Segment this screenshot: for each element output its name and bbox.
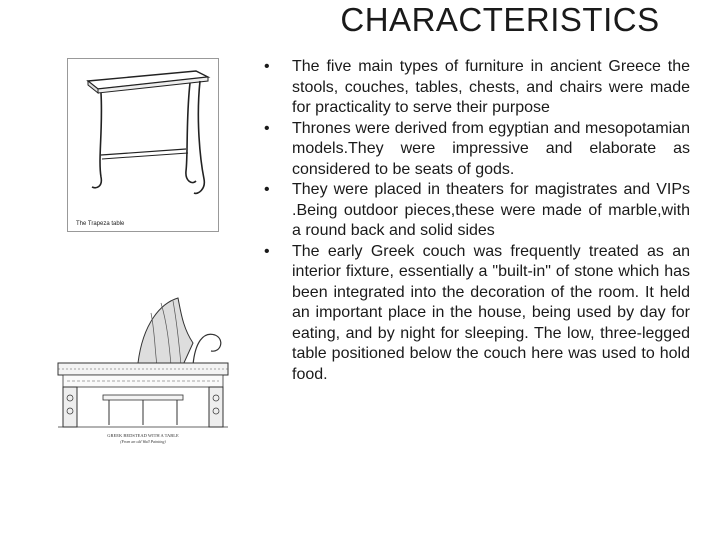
bullet-text: They were placed in theaters for magistrates and VIPs .Being outdoor pieces,these were made of marble,with a round back and solid sides — [292, 181, 690, 239]
bullet-text: The early Greek couch was frequently treated as an interior fixture, essentially a "built-in" of stone which has been integrated into the decoration of the room. It held an important place in the house, being used by day for eating, and by night for sleeping. The low, three-legged table positioned below the couch here was used to hold food. — [292, 242, 690, 383]
bullet-item — [262, 57, 690, 119]
bullet-marker: • — [264, 58, 270, 75]
greek-couch-drawing — [43, 283, 243, 448]
table-caption: The Trapeza table — [76, 221, 125, 227]
trapeza-table-drawing — [68, 59, 218, 231]
bullet-list — [262, 57, 690, 385]
couch-caption-line2: (From an old Wall Painting) — [120, 439, 166, 444]
bullet-item — [262, 119, 690, 181]
bullet-text: The five main types of furniture in ancient Greece the stools, couches, tables, chests, and chairs were made for practicality to serve their purpose — [292, 58, 690, 116]
greek-couch-illustration — [43, 283, 243, 448]
bullet-item — [262, 180, 690, 242]
bullet-text: Thrones were derived from egyptian and mesopotamian models.They were impressive and elaborate as considered to be seats of gods. — [292, 119, 690, 178]
bullet-item — [262, 242, 690, 386]
bullet-marker: • — [264, 119, 270, 137]
bullet-marker: • — [264, 242, 270, 260]
slide-title: CHARACTERISTICS — [340, 1, 660, 38]
bullet-marker: • — [264, 181, 270, 198]
couch-caption-line1: GREEK BEDSTEAD WITH A TABLE — [107, 433, 179, 438]
trapeza-table-illustration — [67, 58, 219, 232]
